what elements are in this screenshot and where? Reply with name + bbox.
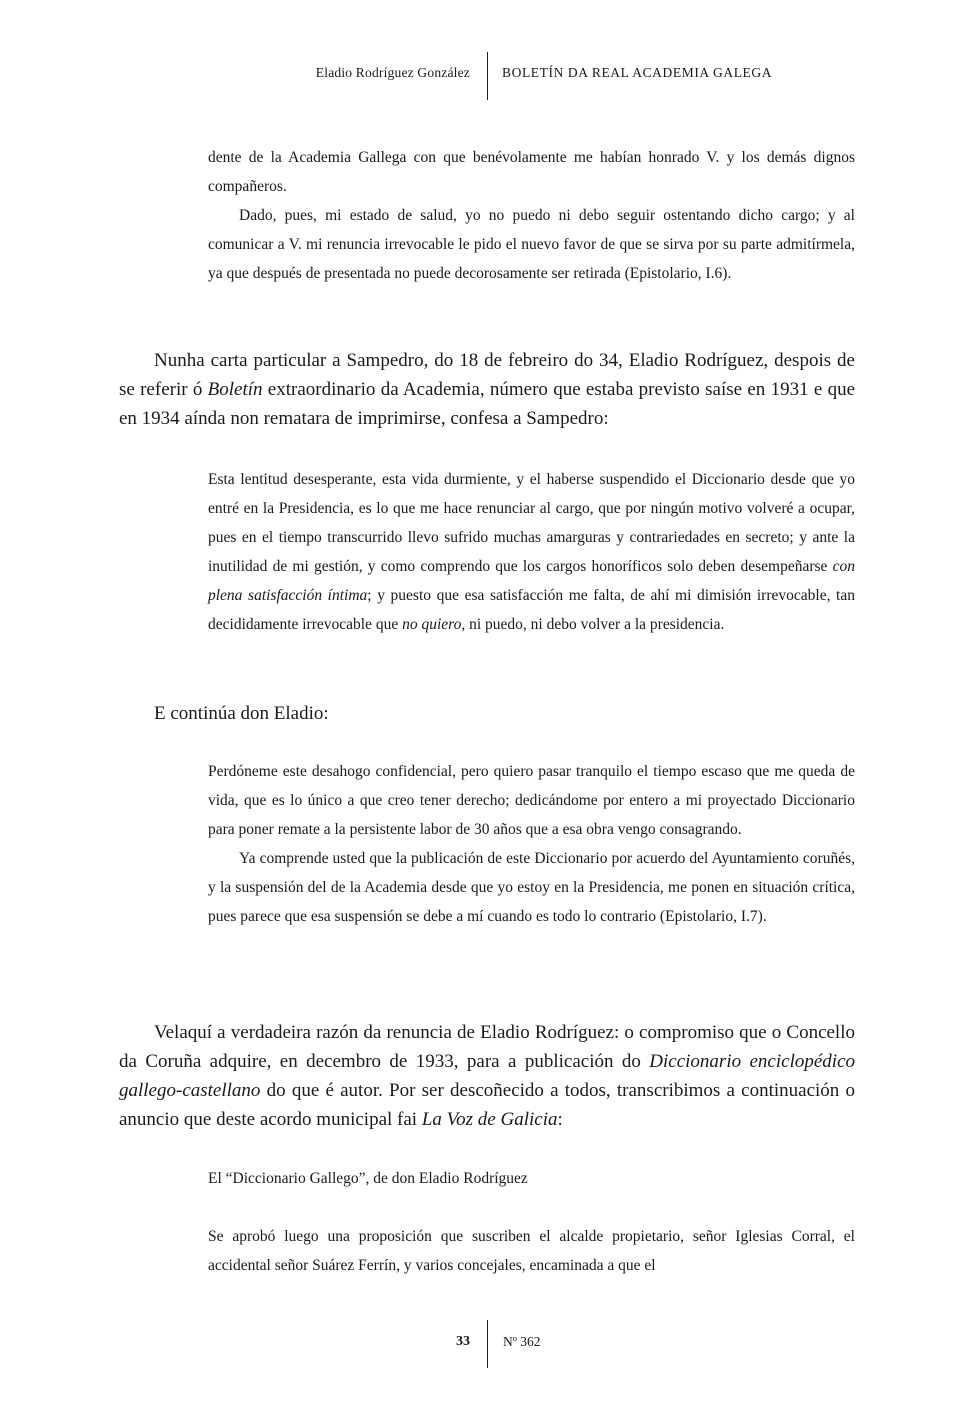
quote-2-paragraph: Esta lentitud desesperante, esta vida durmiente, y el haberse suspendido el Diccionario desde que yo entré en la Presidencia, es lo que me hace renunciar al cargo, que por ningún motivo volveré a ocupar, pues en el tiempo transcurrido llevo sufrido muchas amarguras y contrariedades en secreto; y ante la inutilidad de mi gestión, y como comprendo que los cargos honoríficos solo deben desempeñarse con plena satisfacción íntima; y puesto que esa satisfacción me falta, de ahí mi dimisión irrevocable, tan decididamente irrevocable que no quiero, ni puedo, ni debo volver a la presidencia. — [208, 471, 855, 633]
news-article-title: El “Diccionario Gallego”, de don Eladio Rodríguez — [208, 1170, 528, 1187]
header-journal-title: BOLETÍN DA REAL ACADEMIA GALEGA — [502, 65, 773, 80]
body-paragraph-1 — [119, 346, 855, 433]
body-paragraph-2 — [119, 1018, 855, 1134]
quote-3-paragraph-2: Ya comprende usted que la publicación de este Diccionario por acuerdo del Ayuntamiento coruñés, y la suspensión del de la Academia desde que yo estoy en la Presidencia, me ponen en situación crítica, pues parece que esa suspensión se debe a mí cuando es todo lo contrario (Epistolario, I.7). — [208, 850, 855, 925]
header-divider — [487, 52, 488, 100]
quote-2-italic-1: con plena satisfacción íntima — [208, 558, 855, 604]
quote-2-italic-2: no quiero — [402, 616, 462, 633]
page-number: 33 — [456, 1334, 470, 1349]
page-footer — [0, 1320, 975, 1370]
page-header — [0, 50, 975, 100]
quote-1-paragraph-1: dente de la Academia Gallega con que benévolamente me habían honrado V. y los demás dignos compañeros. — [208, 149, 855, 195]
quote-1-paragraph-2: Dado, pues, mi estado de salud, yo no puedo ni debo seguir ostentando dicho cargo; y al comunicar a V. mi renuncia irrevocable le pido el nuevo favor de que se sirva por su parte admitírmela, ya que después de presentada no puede decorosamente ser retirada (Epistolario, I.6). — [208, 207, 855, 282]
block-quote-3 — [208, 757, 855, 931]
section-lead-in: E continúa don Eladio: — [154, 703, 329, 724]
body-paragraph-2-text: Velaquí a verdadeira razón da renuncia de Eladio Rodríguez: o compromiso que o Concello da Coruña adquire, en decembro de 1933, para a publicación do Diccionario enciclopédico gallego-castellano do que é autor. Por ser descoñecido a todos, transcribimos a continuación o anuncio que deste acordo municipal fai La Voz de Galicia: — [119, 1022, 856, 1130]
block-quote-4 — [208, 1222, 855, 1280]
block-quote-1 — [208, 143, 855, 288]
block-quote-2 — [208, 465, 855, 639]
header-author: Eladio Rodríguez González — [315, 65, 470, 80]
body-paragraph-1-text: Nunha carta particular a Sampedro, do 18 de febreiro do 34, Eladio Rodríguez, despois de se referir ó Boletín extraordinario da Academia, número que estaba previsto saíse en 1931 e que en 1934 aínda non rematara de imprimirse, confesa a Sampedro: — [119, 350, 856, 429]
newspaper-title-italic: La Voz de Galicia — [421, 1109, 558, 1130]
diccionario-title-italic: Diccionario enciclopédico gallego-castellano — [119, 1051, 856, 1101]
quote-4-paragraph: Se aprobó luego una proposición que suscriben el alcalde propietario, señor Iglesias Corral, el accidental señor Suárez Ferrín, y varios concejales, encaminada a que el — [208, 1228, 855, 1274]
quote-3-paragraph-1: Perdóneme este desahogo confidencial, pero quiero pasar tranquilo el tiempo escaso que me queda de vida, que es lo único a que creo tener derecho; dedicándome por entero a mi proyectado Diccionario para poner remate a la persistente labor de 30 años que a esa obra vengo consagrando. — [208, 763, 855, 838]
issue-number: Nº 362 — [503, 1334, 541, 1349]
boletin-italic: Boletín — [207, 379, 263, 400]
footer-divider — [487, 1320, 488, 1368]
